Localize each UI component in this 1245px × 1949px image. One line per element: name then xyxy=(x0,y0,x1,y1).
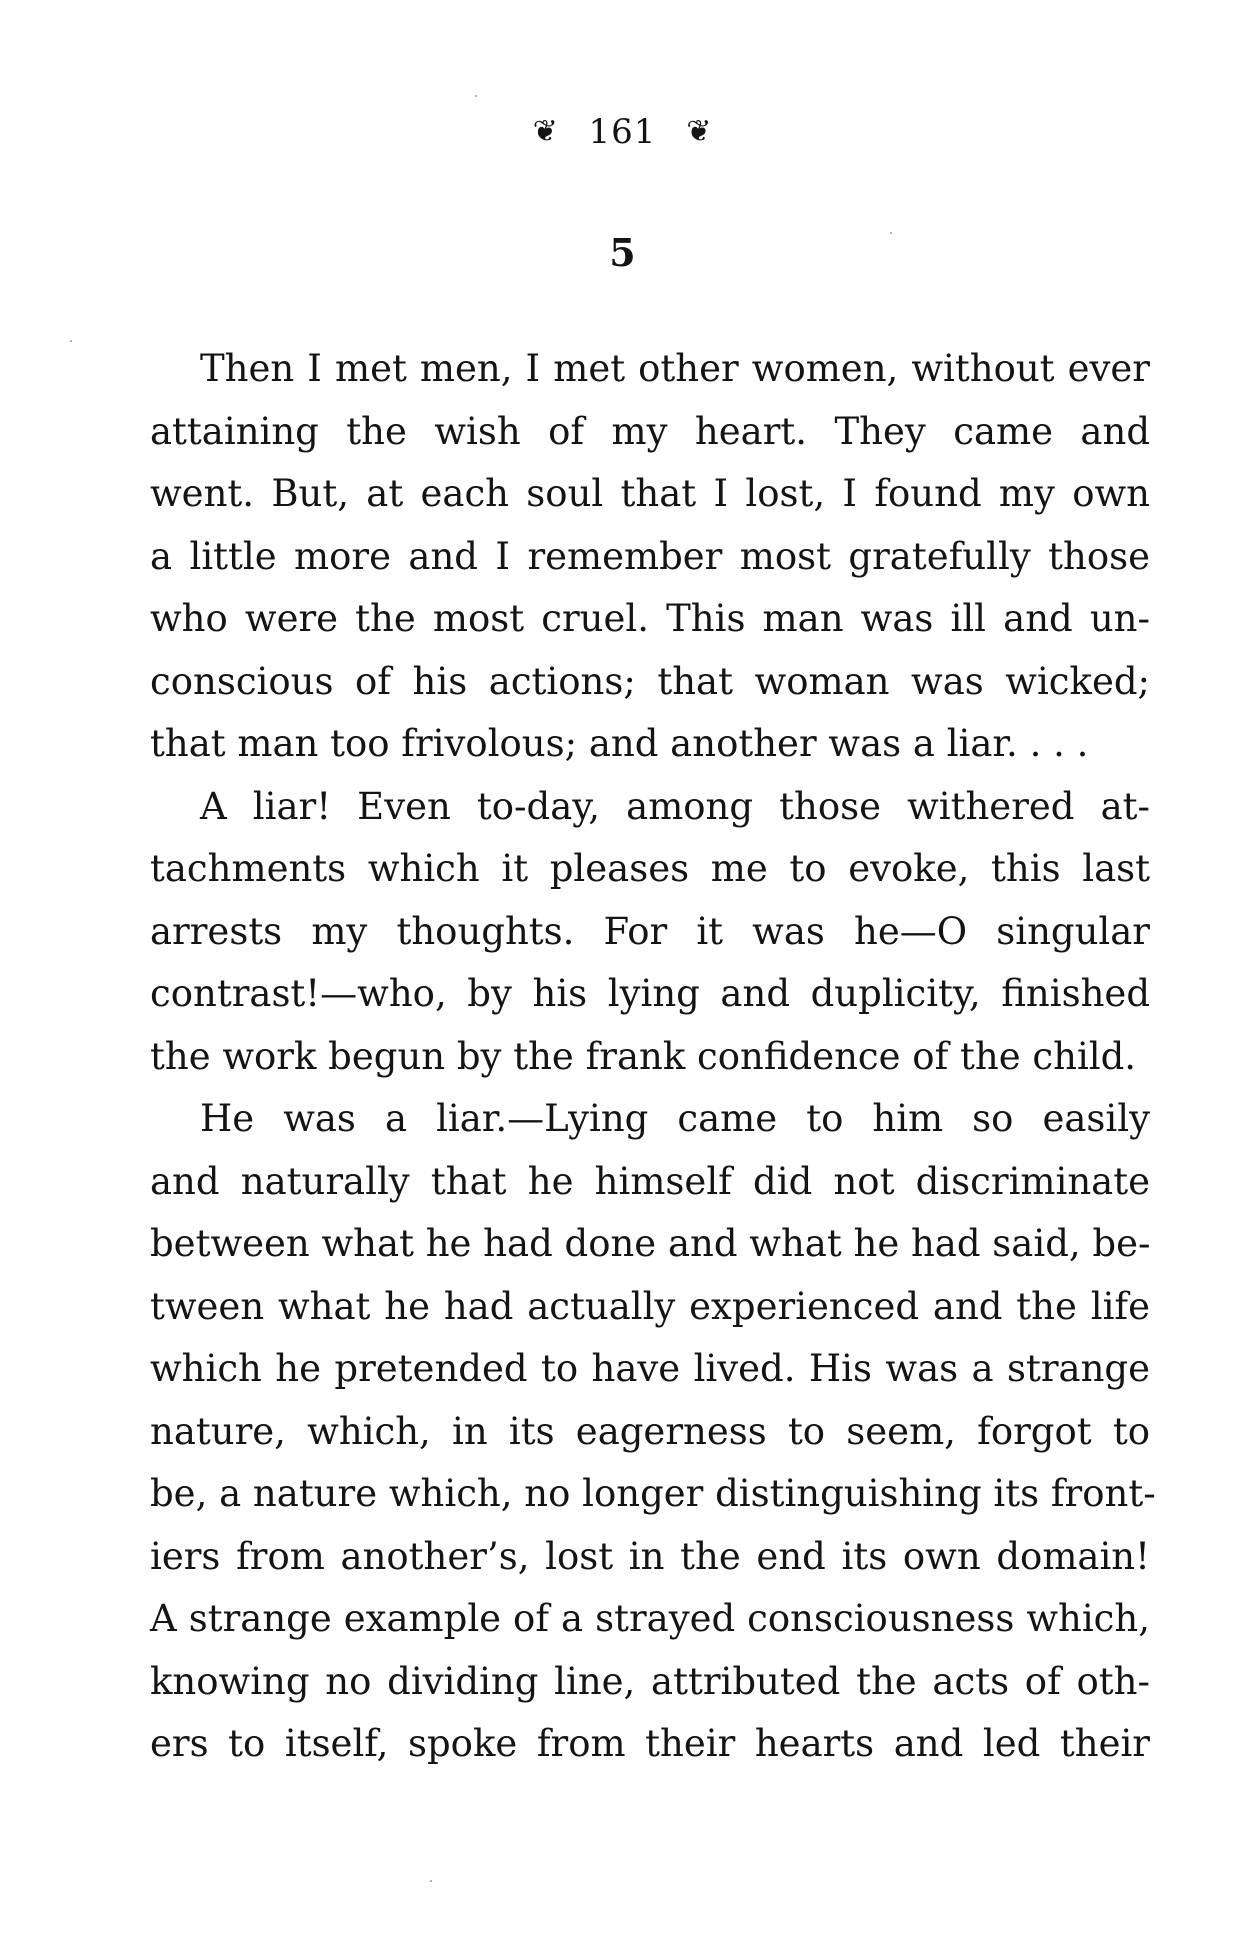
paper-speck xyxy=(430,1880,432,1882)
text-line: ers to itself, spoke from their hearts and led their xyxy=(150,1722,1150,1765)
text-line: nature, which, in its eagerness to seem, forgot to xyxy=(150,1409,1150,1453)
text-line: Then I met men, I met other women, without ever xyxy=(200,347,1150,390)
text-line: be, a nature which, no longer distinguishing its front- xyxy=(150,1472,1156,1515)
fleuron-left-icon: ❦ xyxy=(532,114,559,149)
paragraph-1 xyxy=(150,338,1150,776)
fleuron-right-icon: ❦ xyxy=(686,114,713,149)
paper-speck xyxy=(890,232,892,234)
text-line: a little more and I remember most gratefully those xyxy=(150,534,1150,578)
body-text xyxy=(150,338,1156,1776)
text-line: went. But, at each soul that I lost, I found my own xyxy=(150,472,1150,515)
text-line: attaining the wish of my heart. They came and xyxy=(150,409,1150,453)
paper-speck xyxy=(70,340,72,342)
text-line: A strange example of a strayed consciousness which, xyxy=(150,1597,1150,1640)
text-line: between what he had done and what he had said, be- xyxy=(150,1222,1151,1265)
page-number: 161 xyxy=(588,112,657,152)
text-line: that man too frivolous; and another was a liar. . . . xyxy=(150,722,1089,765)
text-line: which he pretended to have lived. His was a strange xyxy=(150,1347,1150,1390)
text-line: knowing no dividing line, attributed the acts of oth- xyxy=(150,1659,1150,1703)
section-number: 5 xyxy=(609,230,636,275)
paper-speck xyxy=(475,95,477,97)
text-line: A liar! Even to-day, among those withered at- xyxy=(200,784,1150,828)
text-line: arrests my thoughts. For it was he—O singular xyxy=(150,909,1150,953)
text-line: tween what he had actually experienced and the life xyxy=(150,1284,1150,1328)
text-line: iers from another’s, lost in the end its own domain! xyxy=(150,1534,1150,1578)
text-line: and naturally that he himself did not discriminate xyxy=(150,1159,1150,1203)
text-line: conscious of his actions; that woman was wicked; xyxy=(150,659,1150,703)
text-line: who were the most cruel. This man was ill and un- xyxy=(150,597,1150,640)
text-line: tachments which it pleases me to evoke, this last xyxy=(150,847,1150,890)
text-line: contrast!—who, by his lying and duplicity, finished xyxy=(150,972,1150,1015)
text-line: the work begun by the frank confidence of the child. xyxy=(150,1034,1137,1078)
page-header xyxy=(0,112,1245,152)
text-line: He was a liar.—Lying came to him so easily xyxy=(200,1097,1150,1140)
paragraph-2 xyxy=(150,776,1150,1089)
paragraph-3 xyxy=(150,1088,1156,1776)
